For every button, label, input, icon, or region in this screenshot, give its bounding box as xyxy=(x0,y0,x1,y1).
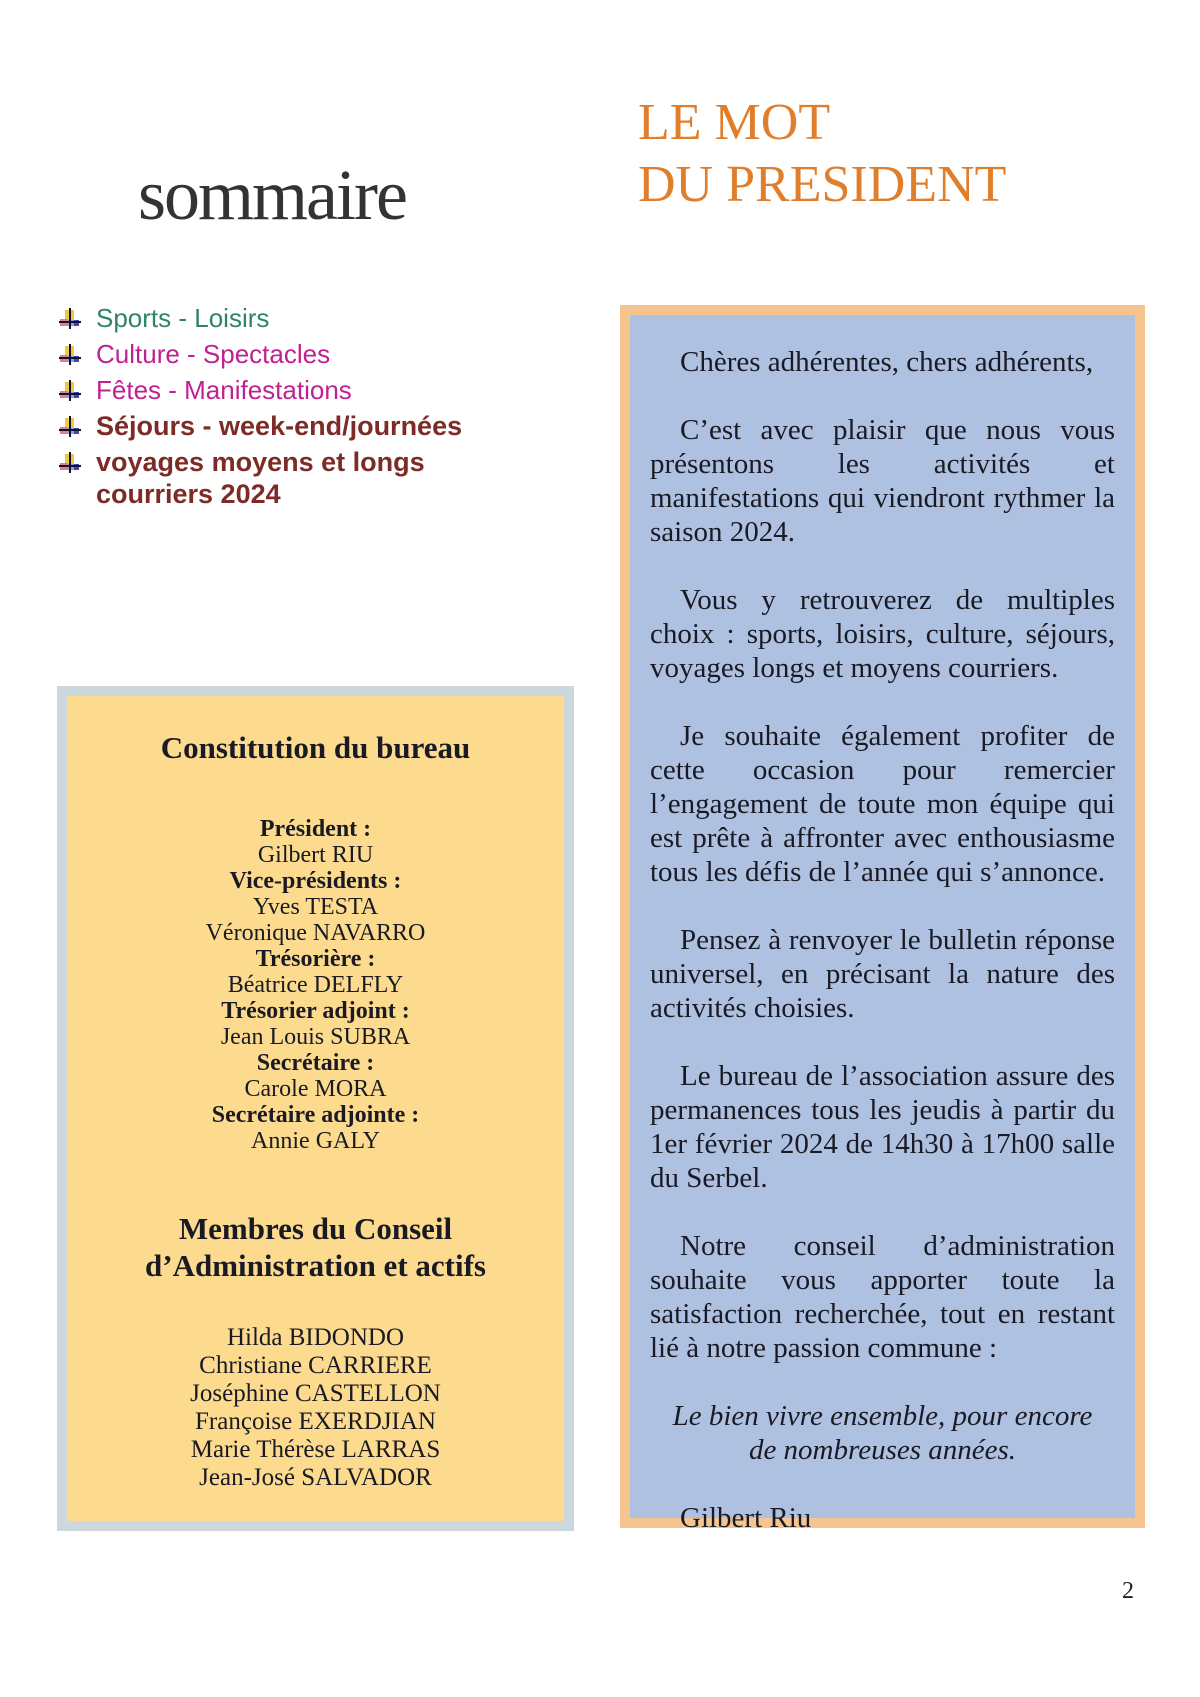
president-paragraph: Pensez à renvoyer le bulletin réponse universel, en précisant la nature des activités choisies. xyxy=(650,924,1115,1024)
sommaire-item xyxy=(58,338,528,374)
sommaire-item-label: Fêtes - Manifestations xyxy=(96,375,352,405)
member-name: Jean-José SALVADOR xyxy=(199,1464,432,1491)
bureau-role-name: Gilbert RIU xyxy=(257,842,374,868)
bureau-role-name: Carole MORA xyxy=(244,1076,387,1102)
sommaire-item xyxy=(58,374,528,410)
member-name: Marie Thérèse LARRAS xyxy=(190,1436,441,1463)
sommaire-item-label: Sports - Loisirs xyxy=(96,303,270,333)
bureau-role-label: Trésorière : xyxy=(255,946,376,972)
member-name: Christiane CARRIERE xyxy=(199,1352,432,1379)
bureau-role-label: Secrétaire adjointe : xyxy=(211,1102,420,1128)
member-name: Hilda BIDONDO xyxy=(226,1324,405,1351)
bureau-role-label: Président : xyxy=(259,816,372,842)
president-paragraph: C’est avec plaisir que nous vous présentons les activités et manifestations qui viendront rythmer la saison 2024. xyxy=(650,414,1115,548)
bureau-title: Constitution du bureau xyxy=(160,730,471,765)
sommaire-item-label: Séjours - week-end/journées xyxy=(96,411,463,441)
sommaire-list xyxy=(58,302,528,510)
cross-bullet-icon xyxy=(58,342,82,374)
bureau-role-name: Béatrice DELFLY xyxy=(227,972,404,998)
members-title: Membres du Conseil d’Administration et actifs xyxy=(145,1211,486,1283)
president-paragraph: Le bureau de l’association assure des permanences tous les jeudis à partir du 1er février 2024 de 14h30 à 17h00 salle du Serbel. xyxy=(650,1060,1115,1194)
sommaire-item xyxy=(58,410,528,446)
bureau-role-name: Véronique NAVARRO xyxy=(205,920,426,946)
president-paragraphs xyxy=(650,413,1115,1365)
bureau-role-label: Vice-présidents : xyxy=(229,868,402,894)
president-salutation: Chères adhérentes, chers adhérents, xyxy=(680,346,1094,378)
sommaire-item-label: Culture - Spectacles xyxy=(96,339,331,369)
cross-bullet-icon xyxy=(58,378,82,410)
sommaire-item xyxy=(58,302,528,338)
sommaire-item xyxy=(58,446,528,510)
president-paragraph: Notre conseil d’administration souhaite vous apporter toute la satisfaction recherchée, tout en restant lié à notre passion commune : xyxy=(650,1230,1115,1364)
sommaire-item-label: voyages moyens et longs courriers 2024 xyxy=(96,447,425,509)
bureau-role-label: Secrétaire : xyxy=(256,1050,375,1076)
president-paragraph: Vous y retrouverez de multiples choix : sports, loisirs, culture, séjours, voyages longs et moyens courriers. xyxy=(650,584,1115,684)
cross-bullet-icon xyxy=(58,414,82,446)
members-list xyxy=(67,1324,564,1492)
bureau-role-name: Jean Louis SUBRA xyxy=(220,1024,411,1050)
cross-bullet-icon xyxy=(58,450,82,482)
president-paragraph: Je souhaite également profiter de cette occasion pour remercier l’engagement de toute mon équipe qui est prête à affronter avec enthousiasme tous les défis de l’année qui s’annonce. xyxy=(650,720,1115,888)
bureau-role-label: Trésorier adjoint : xyxy=(221,998,410,1024)
member-name: Françoise EXERDJIAN xyxy=(195,1408,436,1435)
sommaire-heading: sommaire xyxy=(138,155,406,235)
bureau-role-name: Annie GALY xyxy=(251,1128,380,1154)
bureau-box xyxy=(57,686,574,1531)
president-title-line1: LE MOT xyxy=(638,94,831,151)
president-message-box xyxy=(620,305,1145,1534)
page-number: 2 xyxy=(1122,1578,1134,1604)
president-title xyxy=(638,92,1006,216)
president-title-line2: DU PRESIDENT xyxy=(638,156,1007,213)
president-quote: Le bien vivre ensemble, pour encore de nombreuses années. xyxy=(672,1400,1093,1466)
bureau-roles-list xyxy=(67,816,564,1154)
cross-bullet-icon xyxy=(58,306,82,338)
bureau-role-name: Yves TESTA xyxy=(252,894,379,920)
president-signature: Gilbert Riu xyxy=(680,1502,812,1534)
member-name: Joséphine CASTELLON xyxy=(190,1380,441,1407)
